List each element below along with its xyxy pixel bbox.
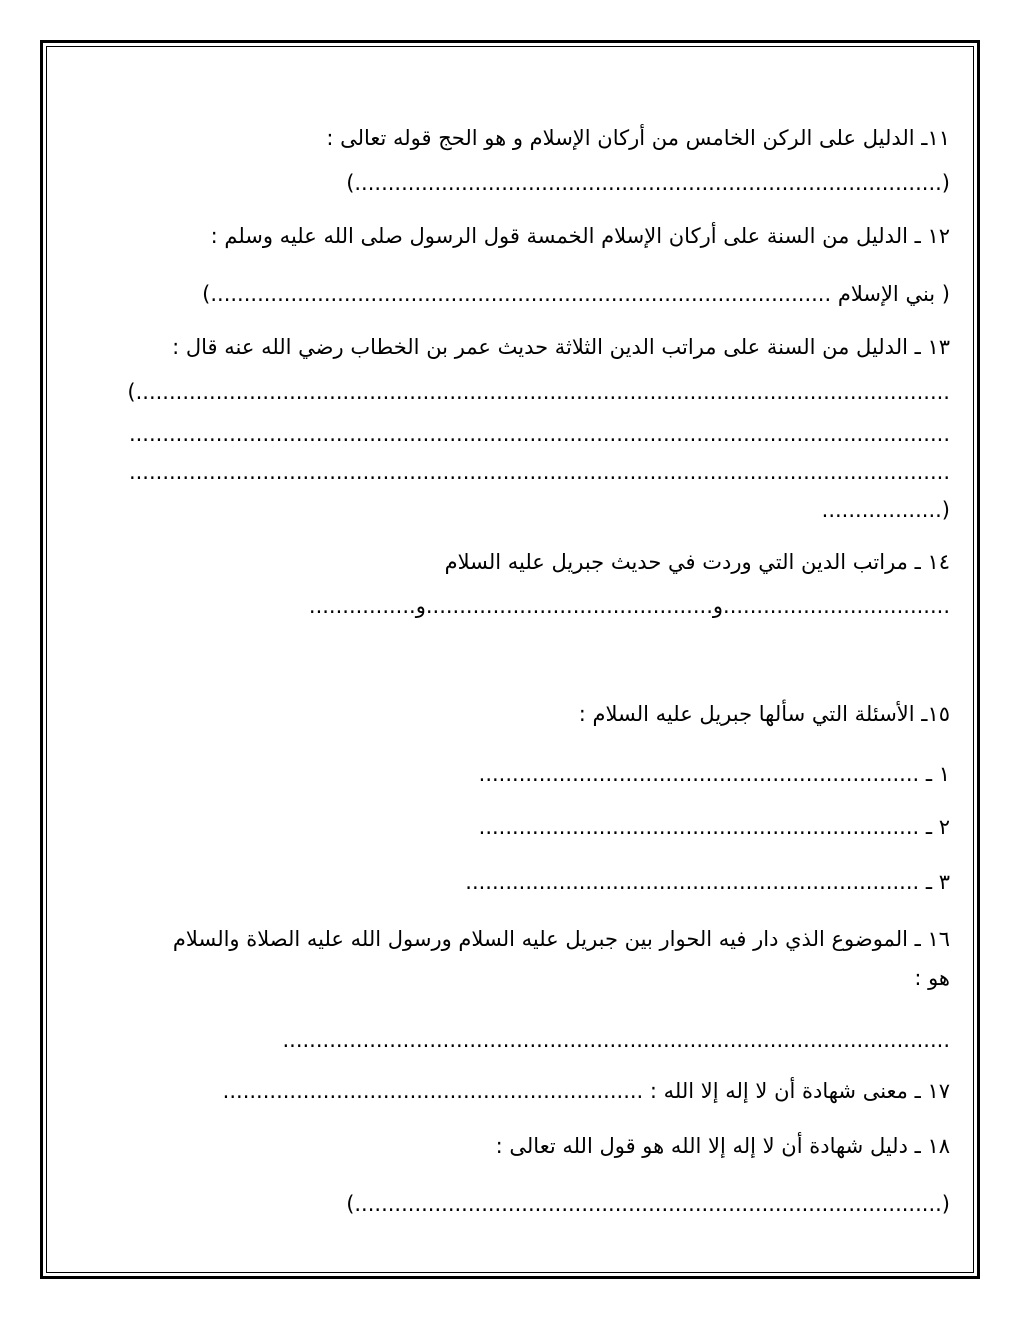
question-15-prompt: ١٥ـ الأسئلة التي سألها جبريل عليه السلام : <box>578 702 950 726</box>
question-16-prompt-line-1: ١٦ ـ الموضوع الذي دار فيه الحوار بين جبريل عليه السلام ورسول الله عليه الصلاة والسلام <box>172 927 950 951</box>
question-13-answer-line-2[interactable]: ........................................................................................................................... <box>128 422 950 446</box>
question-15-item-2[interactable]: ٢ ـ .................................................................. <box>478 815 950 839</box>
question-14-prompt: ١٤ ـ مراتب الدين التي وردت في حديث جبريل عليه السلام <box>444 550 950 574</box>
question-12-prompt: ١٢ ـ الدليل من السنة على أركان الإسلام الخمسة قول الرسول صلى الله عليه وسلم : <box>210 224 950 248</box>
question-13-prompt: ١٣ ـ الدليل من السنة على مراتب الدين الثلاثة حديث عمر بن الخطاب رضي الله عنه قال : <box>172 335 950 359</box>
question-11-prompt: ١١ـ الدليل على الركن الخامس من أركان الإسلام و هو الحج قوله تعالى : <box>326 126 950 150</box>
question-13-answer-line-4[interactable]: ..................) <box>821 498 950 522</box>
question-15-item-3[interactable]: ٣ ـ .................................................................... <box>465 870 950 894</box>
question-12-answer-blank[interactable]: ( بني الإسلام .............................................................................................) <box>202 282 950 306</box>
question-11-answer-blank[interactable]: (........................................................................................) <box>346 171 950 195</box>
question-16-prompt-line-2: هو : <box>914 966 950 990</box>
question-14-answer-blank[interactable]: ................و...........................................و.................................. <box>308 594 950 618</box>
question-15-item-1[interactable]: ١ ـ .................................................................. <box>478 762 950 786</box>
question-13-answer-line-1[interactable]: (.......................................................................................................................... <box>127 380 950 404</box>
question-18-answer-blank[interactable]: (........................................................................................) <box>346 1192 950 1216</box>
question-13-answer-line-3[interactable]: ........................................................................................................................... <box>128 460 950 484</box>
question-17-prompt[interactable]: ١٧ ـ معنى شهادة أن لا إله إلا الله : ............................................................... <box>222 1079 950 1103</box>
question-16-answer-blank[interactable]: .................................................................................................... <box>282 1028 950 1052</box>
question-18-prompt: ١٨ ـ دليل شهادة أن لا إله إلا الله هو قول الله تعالى : <box>495 1134 950 1158</box>
